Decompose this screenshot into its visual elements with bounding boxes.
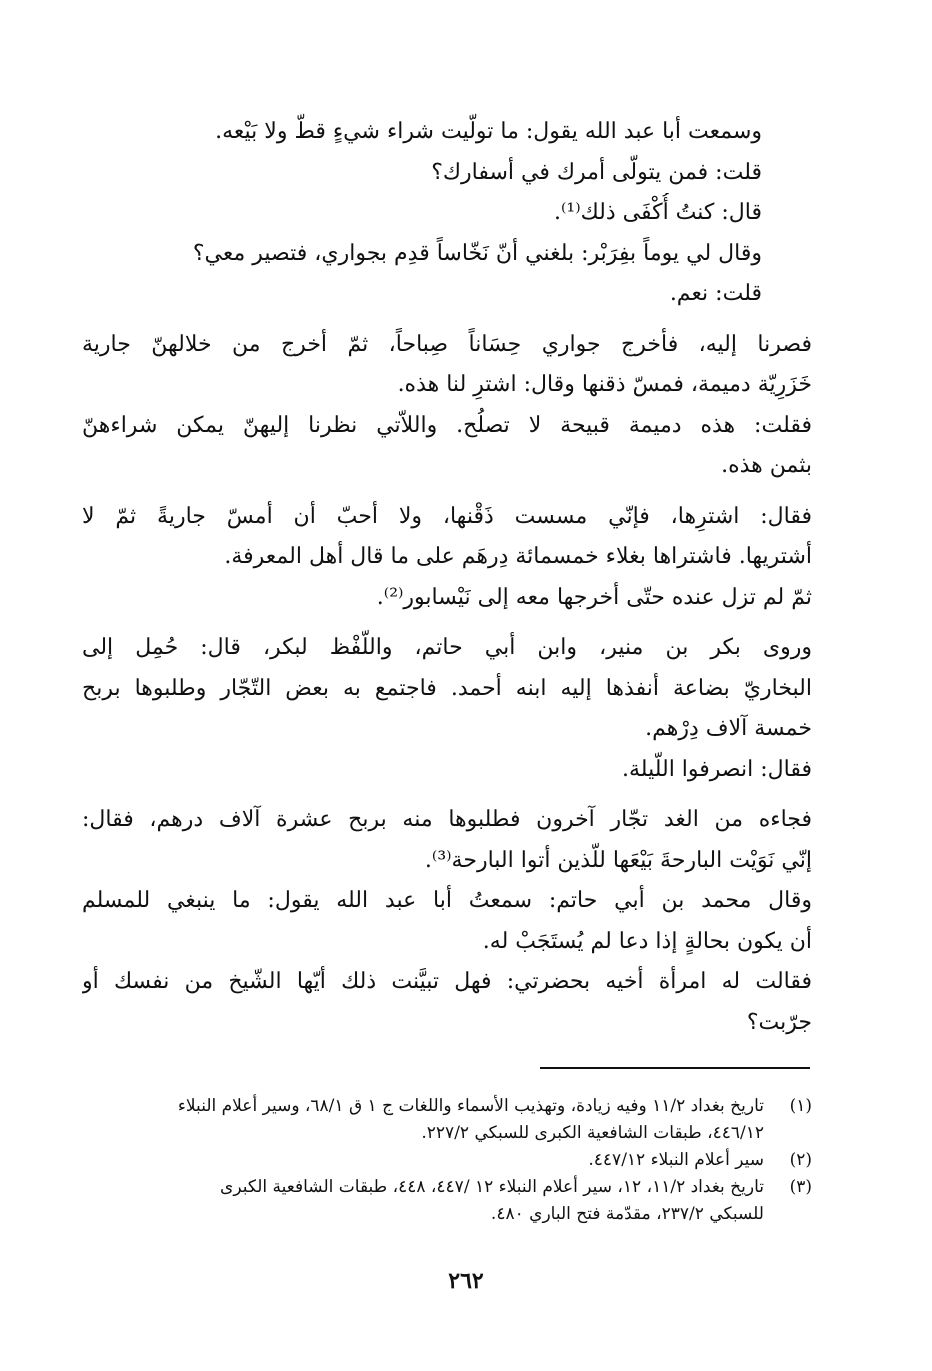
text-line: فجاءه من الغد تجّار آخرون فطلبوها منه بربح عشرة آلاف درهم، فقال: — [82, 807, 812, 832]
footnote-line: ٤٤٦/١٢، طبقات الشافعية الكبرى للسبكي ٢٢٧/٢. — [421, 1123, 764, 1143]
text-line: البخاريّ بضاعة أنفذها إليه ابنه أحمد. فاجتمع به بعض التّجّار وطلبوها بربح — [82, 675, 812, 701]
paragraph — [82, 325, 812, 406]
text-line: وروى بكر بن منير، وابن أبي حاتم، واللّفْظ لبكر، قال: حُمِل إلى — [82, 635, 812, 660]
paragraph — [82, 112, 812, 315]
text-line: فقلت: هذه دميمة قبيحة لا تصلُح. واللاّتي نظرنا إليهنّ يمكن شراءهنّ — [82, 412, 812, 438]
footnotes — [82, 1093, 812, 1228]
text-line: فقالت له امرأة أخيه بحضرتي: فهل تبيَّنت ذلك أيّها الشّيخ من نفسك أو — [82, 969, 812, 994]
text-line: بثمن هذه. — [721, 453, 812, 478]
footnote — [82, 1147, 812, 1174]
main-text — [82, 112, 812, 1043]
footnote-separator — [540, 1067, 810, 1069]
footnote-number: (٣) — [789, 1177, 812, 1197]
footnote-line: تاريخ بغداد ١١/٢، ١٢، سير أعلام النبلاء ١٢ /٤٤٧، ٤٤٨، طبقات الشافعية الكبرى — [220, 1177, 764, 1197]
text-line: ثمّ لم تزل عنده حتّى أخرجها معه إلى نَيْسابور⁽²⁾. — [376, 584, 812, 610]
footnote-line: سير أعلام النبلاء ٤٤٧/١٢. — [588, 1150, 764, 1170]
footnote-number: (٢) — [789, 1150, 812, 1170]
paragraph — [82, 800, 812, 1043]
footnote-text — [82, 1174, 764, 1228]
text-line: وقال لي يوماً بفِرَبْر: بلغني أنّ نَخّاساً قدِم بجواري، فتصير معي؟ — [192, 240, 762, 266]
page-number: ٢٦٢ — [448, 1268, 484, 1294]
text-line: قلت: فمن يتولّى أمرك في أسفارك؟ — [431, 159, 762, 185]
text-line: فقال: اشترِها، فإنّي مسست ذَقْنها، ولا أحبّ أن أمسّ جاريةً ثمّ لا — [82, 503, 812, 529]
text-line: أشتريها. فاشتراها بغلاء خمسمائة دِرهَم على ما قال أهل المعرفة. — [224, 544, 812, 569]
text-line: فقال: انصرفوا اللّيلة. — [622, 756, 812, 782]
text-line: قال: كنتُ أُكْفَى ذلك⁽¹⁾. — [553, 200, 762, 225]
footnote-text — [82, 1147, 764, 1174]
text-line: أن يكون بحالةٍ إذا دعا لم يُستَجَبْ له. — [482, 928, 812, 954]
footnote-line: تاريخ بغداد ١١/٢ وفيه زيادة، وتهذيب الأسماء واللغات ج ١ ق ٦٨/١، وسير أعلام النبلاء — [177, 1096, 764, 1116]
footnote-text — [82, 1093, 764, 1147]
text-line: إنّي نَوَيْت البارحةَ بَيْعَها للّذين أتوا البارحة⁽³⁾. — [424, 847, 812, 873]
text-line: فصرنا إليه، فأخرج جواري حِسَاناً صِباحاً، ثمّ أخرج من خلالهنّ جارية — [82, 331, 812, 357]
text-line: وسمعت أبا عبد الله يقول: ما تولّيت شراء شيءٍ قطّ ولا بَيْعه. — [215, 119, 762, 144]
footnote-line: للسبكي ٢٣٧/٢، مقدّمة فتح الباري ٤٨٠. — [490, 1204, 764, 1224]
footnote — [82, 1093, 812, 1147]
paragraph — [82, 406, 812, 487]
text-line: جرّبت؟ — [746, 1009, 812, 1035]
text-line: خمسة آلاف دِرْهم. — [645, 716, 812, 741]
footnote — [82, 1174, 812, 1228]
text-line: وقال محمد بن أبي حاتم: سمعتُ أبا عبد الله يقول: ما ينبغي للمسلم — [82, 888, 812, 913]
paragraph — [82, 628, 812, 790]
footnote-number: (١) — [789, 1096, 812, 1116]
text-line: قلت: نعم. — [669, 281, 762, 306]
paragraph — [82, 497, 812, 619]
text-line: خَزَرِيّة دميمة، فمسّ ذقنها وقال: اشترِ لنا هذه. — [397, 372, 812, 397]
